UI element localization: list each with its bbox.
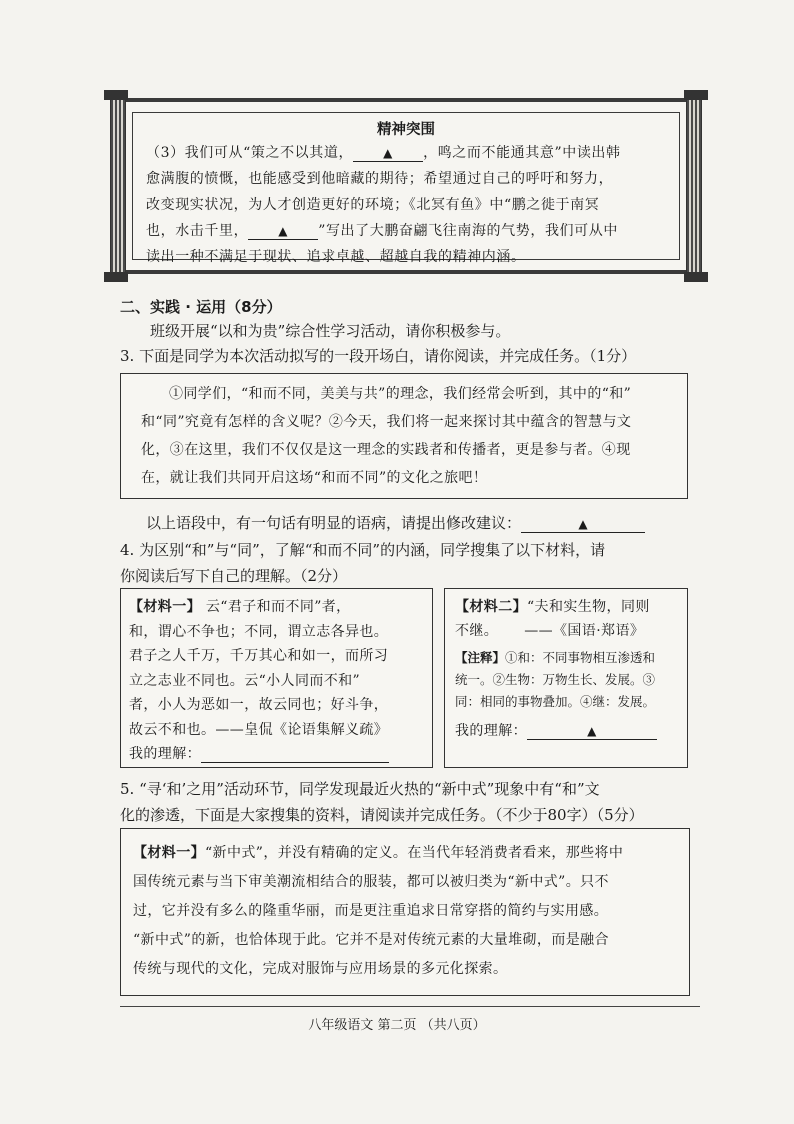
frame-body xyxy=(146,140,666,270)
frame-cap-top-right xyxy=(684,90,708,100)
material-2-mine-label: 我的理解： xyxy=(455,723,527,739)
frame-line-3: 改变现实状况，为人才创造更好的环境；《北冥有鱼》中“鹏之徙于南冥 xyxy=(146,197,600,213)
spirit-breakout-frame xyxy=(116,98,696,274)
q3-line: 和“同”究竟有怎样的含义呢？②今天，我们将一起来探讨其中蕴含的智慧与文 xyxy=(141,414,632,430)
material-1-line: 君子之人千万，千万其心和如一，而所习 xyxy=(129,648,389,664)
frame-line-1b-text: ，鸣之而不能通其意”中读出韩 xyxy=(423,145,621,161)
frame-cap-bottom-left xyxy=(104,272,128,282)
q3-task xyxy=(146,510,645,536)
material-1-text xyxy=(129,595,426,767)
q3-passage-box xyxy=(120,373,688,499)
material-1-line: 和，谓心不争也；不同，谓立志各异也。 xyxy=(129,623,389,640)
frame-line-5: 读出一种不满足于现状、追求卓越、超越自我的精神内涵。 xyxy=(146,249,526,265)
q5-material-line: “新中式”的新，也恰体现于此。它并不是对传统元素的大量堆砌，而是融合 xyxy=(133,932,609,948)
frame-line-4a-text: 也，水击千里， xyxy=(146,223,249,239)
answer-blank-1[interactable] xyxy=(353,145,423,162)
section-intro: 班级开展“以和为贵”综合性学习活动，请你积极参与。 xyxy=(150,322,511,340)
q5-material-line: 国传统元素与当下审美潮流相结合的服装，都可以被归类为“新中式”。只不 xyxy=(133,874,609,890)
material-2-note: 同：相同的事物叠加。④继：发展。 xyxy=(455,694,656,709)
q5-prompt-line-2: 化的渗透，下面是大家搜集的资料，请阅读并完成任务。（不少于80字）（5分） xyxy=(120,806,644,824)
material-1-line: 故云不和也。——皇侃《论语集解义疏》 xyxy=(129,721,389,738)
material-2-answer xyxy=(455,717,681,745)
blank-marker: ▲ xyxy=(278,224,289,238)
material-2-note: 统一。②生物：万物生长、发展。③ xyxy=(455,672,656,687)
material-2-note-1: ①和：不同事物相互渗透和 xyxy=(505,650,656,665)
frame-title: 精神突围 xyxy=(377,121,435,138)
material-2-note-label: 【注释】 xyxy=(455,650,506,665)
q5-material-label: 【材料一】 xyxy=(133,845,205,861)
blank-marker: ▲ xyxy=(578,517,588,531)
material-2-text xyxy=(455,595,681,745)
q3-line: 化，③在这里，我们不仅仅是这一理念的实践者和传播者，更是参与者。④现 xyxy=(141,442,631,458)
q5-material-box xyxy=(120,828,690,996)
material-2-label: 【材料二】 xyxy=(455,599,527,615)
material-2-line-1: “夫和实生物，同则 xyxy=(527,599,650,615)
frame-line-2: 愈满腹的愤慨，也能感受到他暗藏的期待；希望通过自己的呼吁和努力， xyxy=(146,171,614,187)
material-1-line: 立之志业不同也。云“小人同而不和” xyxy=(129,672,361,689)
material-1-label: 【材料一】 xyxy=(129,599,201,615)
q5-material-line: 传统与现代的文化，完成对服饰与应用场景的多元化探索。 xyxy=(133,961,508,977)
footer-rule xyxy=(120,1006,700,1007)
material-2-answer-blank[interactable] xyxy=(527,723,657,740)
answer-blank-2[interactable] xyxy=(248,223,318,240)
section-heading: 二、实践 · 运用（8分） xyxy=(120,298,282,316)
material-1-line-1: 云“君子和而不同”者， xyxy=(205,599,351,615)
material-1-line: 者，小人为恶如一，故云同也；好斗争， xyxy=(129,697,389,713)
material-1-line xyxy=(129,595,426,620)
frame-cap-top-left xyxy=(104,90,128,100)
frame-line-1 xyxy=(146,140,666,166)
frame-cap-bottom-right xyxy=(684,272,708,282)
material-1-answer xyxy=(129,742,426,767)
material-2-note xyxy=(455,647,681,669)
frame-line-4b-text: ”写出了大鹏奋翩飞往南海的气势，我们可从中 xyxy=(318,223,618,239)
frame-line-1-text: （3）我们可从“策之不以其道， xyxy=(146,145,354,161)
q4-prompt-line-1: 4. 为区别“和”与“同”，了解“和而不同”的内涵，同学搜集了以下材料，请 xyxy=(120,541,606,559)
frame-line-4 xyxy=(146,218,666,244)
material-2-box xyxy=(444,588,688,768)
material-2-line xyxy=(455,619,681,643)
q3-answer-blank[interactable] xyxy=(521,515,645,533)
material-1-answer-blank[interactable] xyxy=(201,746,389,763)
blank-marker: ▲ xyxy=(383,146,393,160)
q3-task-text: 以上语段中，有一句话有明显的语病，请提出修改建议： xyxy=(146,514,522,532)
material-2-source: ——《国语·郑语》 xyxy=(524,623,645,639)
q3-passage xyxy=(141,380,675,492)
blank-marker: ▲ xyxy=(587,724,597,738)
q3-line: ①同学们，“和而不同，美美与共”的理念，我们经常会听到，其中的“和” xyxy=(169,386,632,402)
material-1-box xyxy=(120,588,433,768)
q4-prompt-line-2: 你阅读后写下自己的理解。（2分） xyxy=(120,567,348,585)
q3-line: 在，就让我们共同开启这场“和而不同”的文化之旅吧！ xyxy=(141,470,488,486)
page-footer: 八年级语文 第二页 （共八页） xyxy=(308,1018,486,1033)
q5-material-line xyxy=(133,839,679,868)
q5-prompt-line-1: 5. “寻‘和’之用”活动环节，同学发现最近火热的“新中式”现象中有“和”文 xyxy=(120,780,600,798)
q3-prompt: 3. 下面是同学为本次活动拟写的一段开场白，请你阅读，并完成任务。（1分） xyxy=(120,347,637,365)
q5-material-line: 过，它并没有多么的隆重华丽，而是更注重追求日常穿搭的简约与实用感。 xyxy=(133,903,609,919)
material-1-mine-label: 我的理解： xyxy=(129,746,201,762)
material-2-line xyxy=(455,595,681,619)
material-2-line-2: 不继。 xyxy=(455,623,499,639)
q5-material-line-1: “新中式”，并没有精确的定义。在当代年轻消费者看来，那些将中 xyxy=(205,845,624,861)
q5-material-text xyxy=(133,839,679,984)
